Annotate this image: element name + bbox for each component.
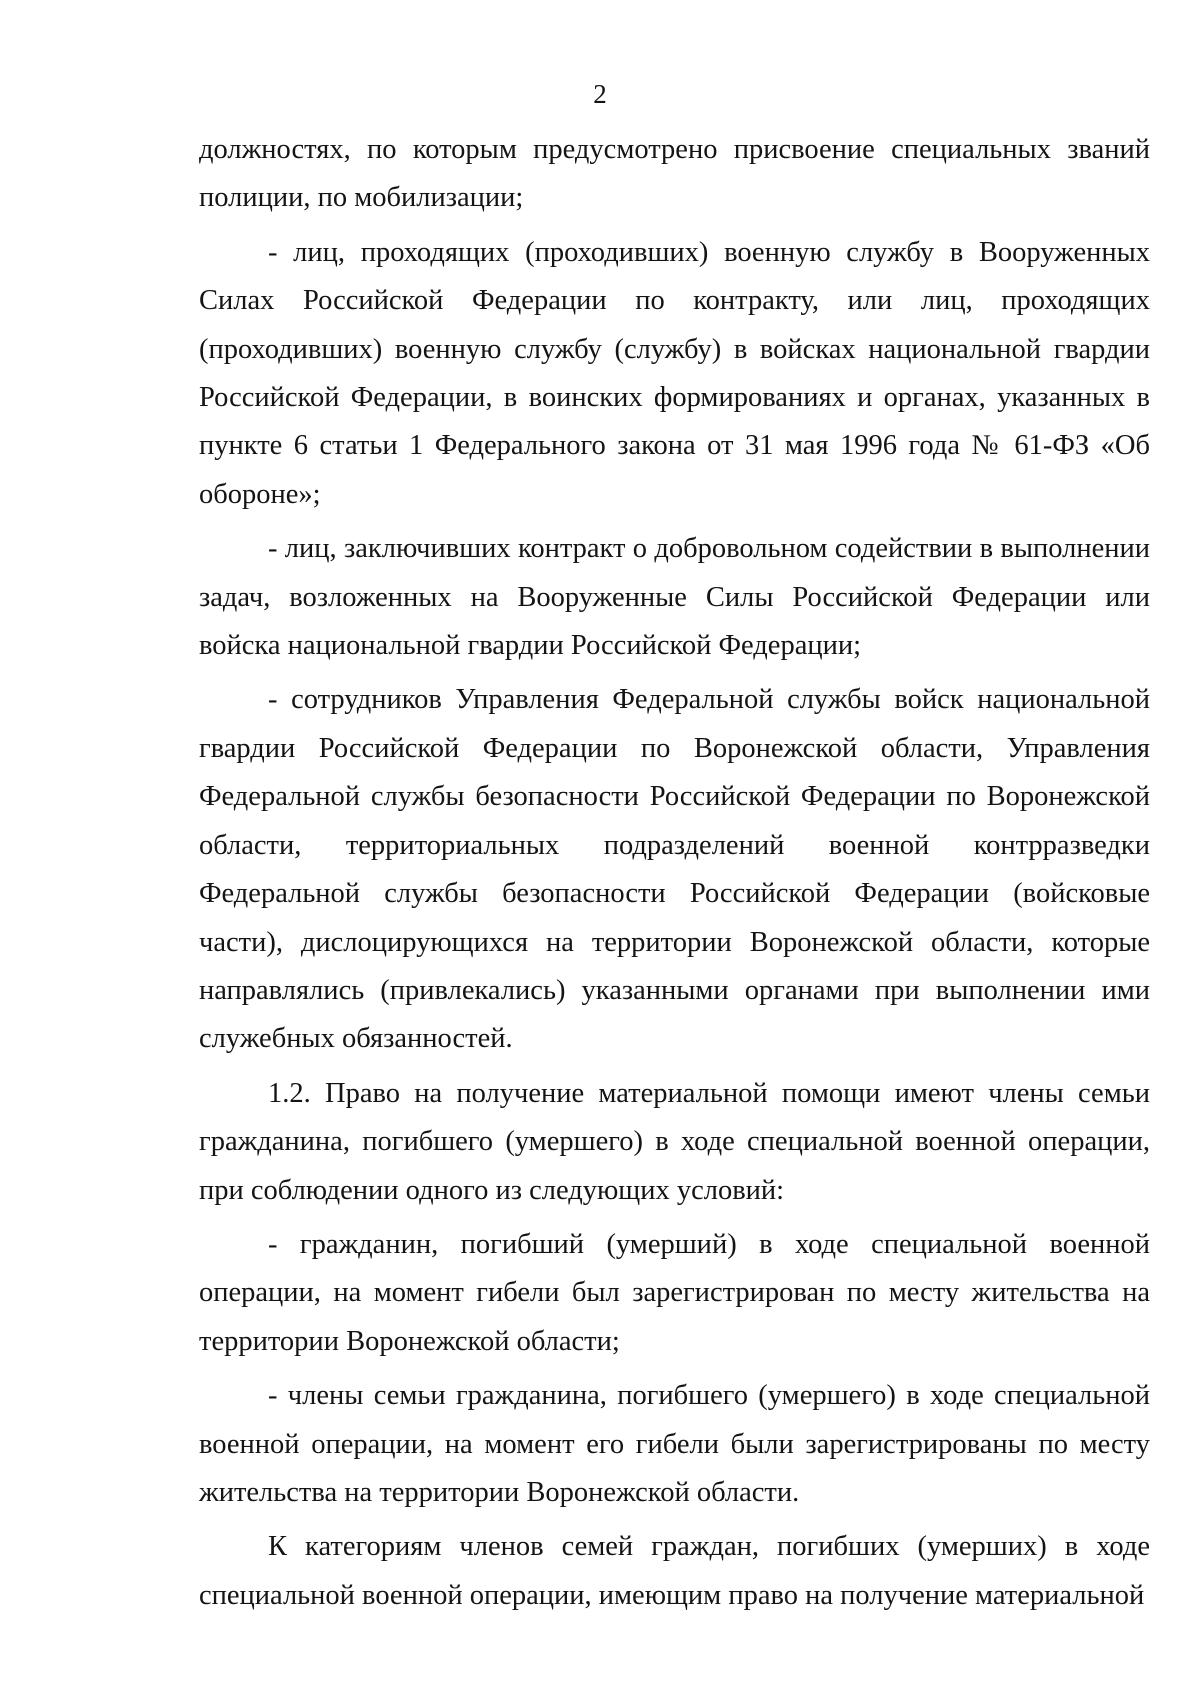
- list-item-volunteers: - лиц, заключивших контракт о добровольном содействии в выполнении задач, возложенных на Вооруженные Силы Российской Федерации или войска национальной гвардии Российской Федерации;: [199, 533, 1150, 662]
- condition-family-registered: - члены семьи гражданина, погибшего (умершего) в ходе специальной военной операции, на момент его гибели были зарегистрированы по месту жительства на территории Воронежской области.: [199, 1380, 1150, 1508]
- list-item-contract-servicemen: - лиц, проходящих (проходивших) военную службу в Вооруженных Силах Российской Федерации по контракту, или лиц, проходящих (проходивших) военную службу (службу) в войсках национальной гвардии Российской Федерации, в воинских формированиях и органах, указанных в пункте 6 статьи 1 Федерального закона от 31 мая 1996 года № 61-ФЗ «Об обороне»;: [199, 236, 1150, 510]
- document-body: [199, 126, 1150, 1620]
- paragraph-family-categories: К категориям членов семей граждан, погибших (умерших) в ходе специальной военной операции, имеющим право на получение материальной: [199, 1531, 1150, 1611]
- paragraph-continuation: должностях, по которым предусмотрено присвоение специальных званий полиции, по мобилизации;: [199, 134, 1150, 214]
- list-item-security-staff: - сотрудников Управления Федеральной службы войск национальной гвардии Российской Федерации по Воронежской области, Управления Федеральной службы безопасности Российской Федерации по Воронежской области, территориальных подразделений военной контрразведки Федеральной службы безопасности Российской Федерации (войсковые части), дислоцирующихся на территории Воронежской области, которые направлялись (привлекались) указанными органами при выполнении ими служебных обязанностей.: [199, 684, 1150, 1055]
- condition-citizen-registered: - гражданин, погибший (умерший) в ходе специальной военной операции, на момент гибели был зарегистрирован по месту жительства на территории Воронежской области;: [199, 1228, 1150, 1357]
- clause-1-2: 1.2. Право на получение материальной помощи имеют члены семьи гражданина, погибшего (умершего) в ходе специальной военной операции, при соблюдении одного из следующих условий:: [199, 1077, 1150, 1206]
- page-number: 2: [593, 79, 607, 109]
